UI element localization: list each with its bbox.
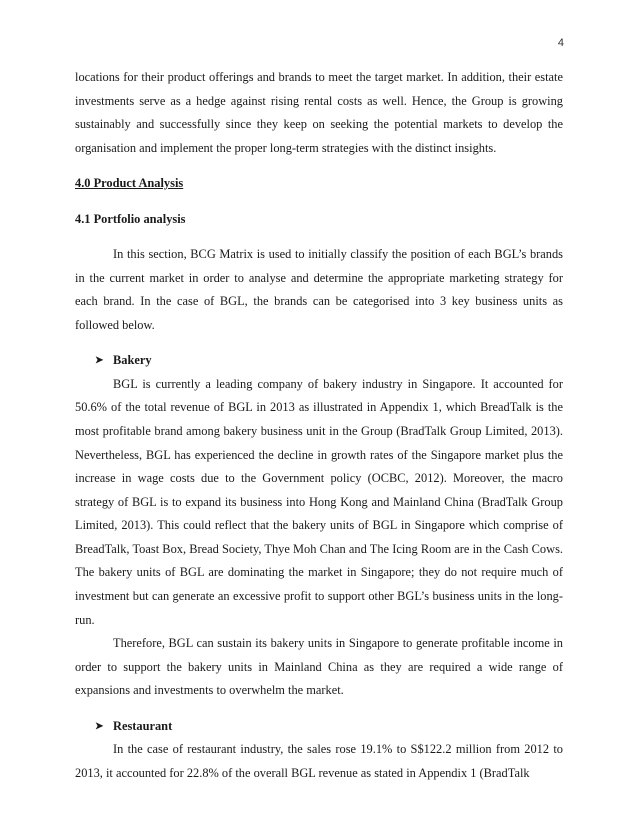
arrow-bullet-icon: ➤ <box>95 355 104 367</box>
arrow-bullet-icon: ➤ <box>95 720 104 732</box>
restaurant-bullet <box>95 715 563 739</box>
portfolio-paragraph: In this section, BCG Matrix is used to initially classify the position of each BGL’s brands in the current market in order to analyse and determine the appropriate marketing strategy for each brand. In the case of BGL, the brands can be categorised into 3 key business units as followed below. <box>75 246 563 332</box>
restaurant-paragraph-1: In the case of restaurant industry, the sales rose 19.1% to S$122.2 million from 2012 to 2013, it accounted for 22.8% of the overall BGL revenue as stated in Appendix 1 (BradTalk <box>75 742 563 781</box>
bakery-paragraph-1: BGL is currently a leading company of bakery industry in Singapore. It accounted for 50.6% of the total revenue of BGL in 2013 as illustrated in Appendix 1, which BreadTalk is the most profitable brand among bakery business unit in the Group (BradTalk Group Limited, 2013). Nevertheless, BGL has experienced the decline in growth rates of the Singapore market plus the increase in wage costs due to the Government policy (OCBC, 2012). Moreover, the macro strategy of BGL is to expand its business into Hong Kong and Mainland China (BradTalk Group Limited, 2013). This could reflect that the bakery units of BGL in Singapore which comprise of BreadTalk, Toast Box, Bread Society, Thye Moh Chan and The Icing Room are in the Cash Cows. The bakery units of BGL are dominating the market in Singapore; they do not require much of investment but can generate an excessive profit to support other BGL’s business units in the long-run. <box>75 376 563 627</box>
document-body <box>75 66 563 786</box>
subsection-heading: 4.1 Portfolio analysis <box>75 211 186 226</box>
bakery-bullet <box>95 349 563 373</box>
page-number: 4 <box>557 37 564 49</box>
intro-paragraph: locations for their product offerings and brands to meet the target market. In addition, their estate investments serve as a hedge against rising rental costs as well. Hence, the Group is growing sustainably and successfully since they keep on seeking the potential markets to develop the organisation and implement the proper long-term strategies with the distinct insights. <box>75 70 563 155</box>
section-heading: 4.0 Product Analysis <box>75 176 184 191</box>
bakery-paragraph-2: Therefore, BGL can sustain its bakery units in Singapore to generate profitable income in order to support the bakery units in Mainland China as they are required a wide range of expansions and investments to overwhelm the market. <box>75 636 563 698</box>
restaurant-label: Restaurant <box>113 718 173 733</box>
bakery-label: Bakery <box>113 353 152 368</box>
